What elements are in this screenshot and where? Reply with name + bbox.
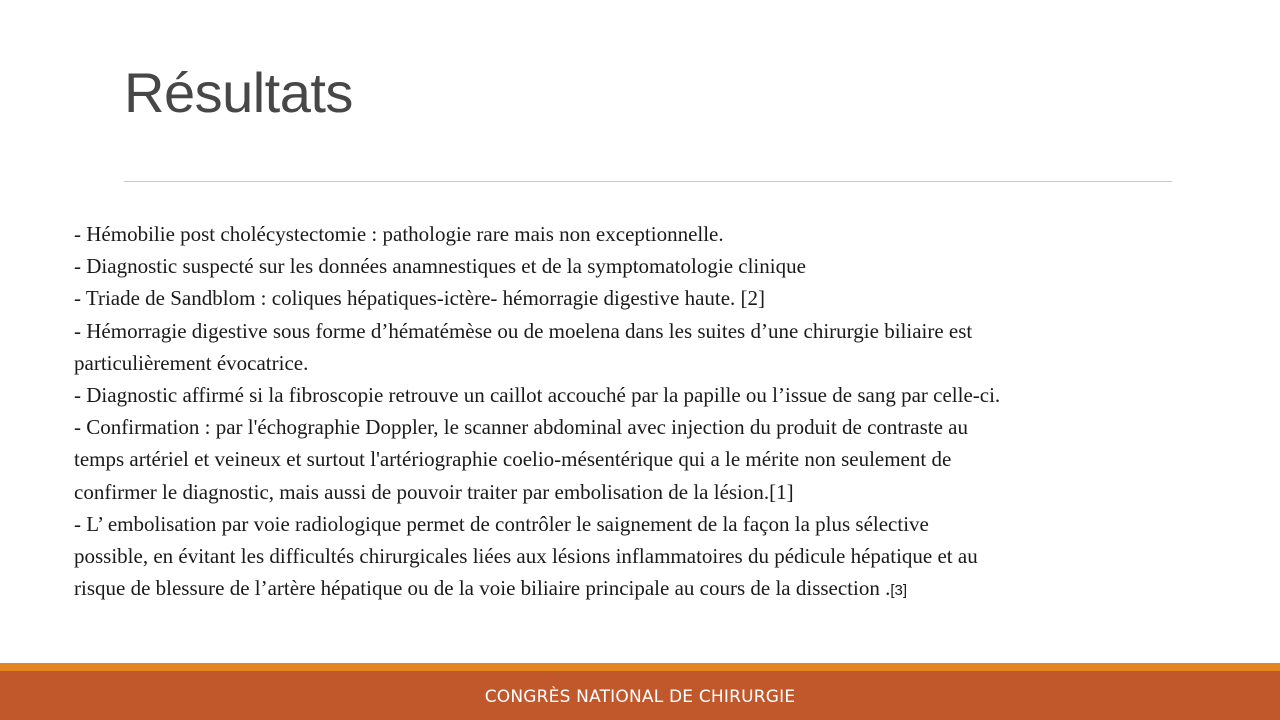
body-line: - Confirmation : par l'échographie Doppler, le scanner abdominal avec injection du produit de contraste au bbox=[74, 415, 968, 440]
footer-band bbox=[0, 671, 1280, 720]
slide-title: Résultats bbox=[124, 61, 353, 124]
footer-accent-band bbox=[0, 663, 1280, 671]
body-line-last-text: risque de blessure de l’artère hépatique ou de la voie biliaire principale au cours de la dissection . bbox=[74, 576, 891, 601]
body-line: particulièrement évocatrice. bbox=[74, 350, 309, 375]
body-line: temps artériel et veineux et surtout l'artériographie coelio-mésentérique qui a le mérite non seulement de bbox=[74, 447, 952, 472]
body-line: - Diagnostic suspecté sur les données anamnestiques et de la symptomatologie clinique bbox=[74, 254, 806, 279]
title-divider bbox=[124, 181, 1172, 182]
footer-text: CONGRÈS NATIONAL DE CHIRURGIE bbox=[484, 686, 796, 707]
body-line: - Triade de Sandblom : coliques hépatiques-ictère- hémorragie digestive haute. [2] bbox=[74, 286, 766, 311]
body-line: - Diagnostic affirmé si la fibroscopie retrouve un caillot accouché par la papille ou l’issue de sang par celle-ci. bbox=[74, 383, 1001, 408]
body-line-last bbox=[74, 572, 1264, 607]
body-line: confirmer le diagnostic, mais aussi de pouvoir traiter par embolisation de la lésion.[1] bbox=[74, 479, 794, 504]
body-line: - Hémobilie post cholécystectomie : pathologie rare mais non exceptionnelle. bbox=[74, 222, 724, 246]
body-line: possible, en évitant les difficultés chirurgicales liées aux lésions inflammatoires du pédicule hépatique et au bbox=[74, 544, 978, 569]
body-line: - Hémorragie digestive sous forme d’hématémèse ou de moelena dans les suites d’une chirurgie biliaire est bbox=[74, 318, 973, 343]
reference-marker: [3] bbox=[890, 582, 908, 600]
body-line: - L’ embolisation par voie radiologique permet de contrôler le saignement de la façon la plus sélective bbox=[74, 511, 929, 536]
slide-body bbox=[74, 218, 1264, 607]
